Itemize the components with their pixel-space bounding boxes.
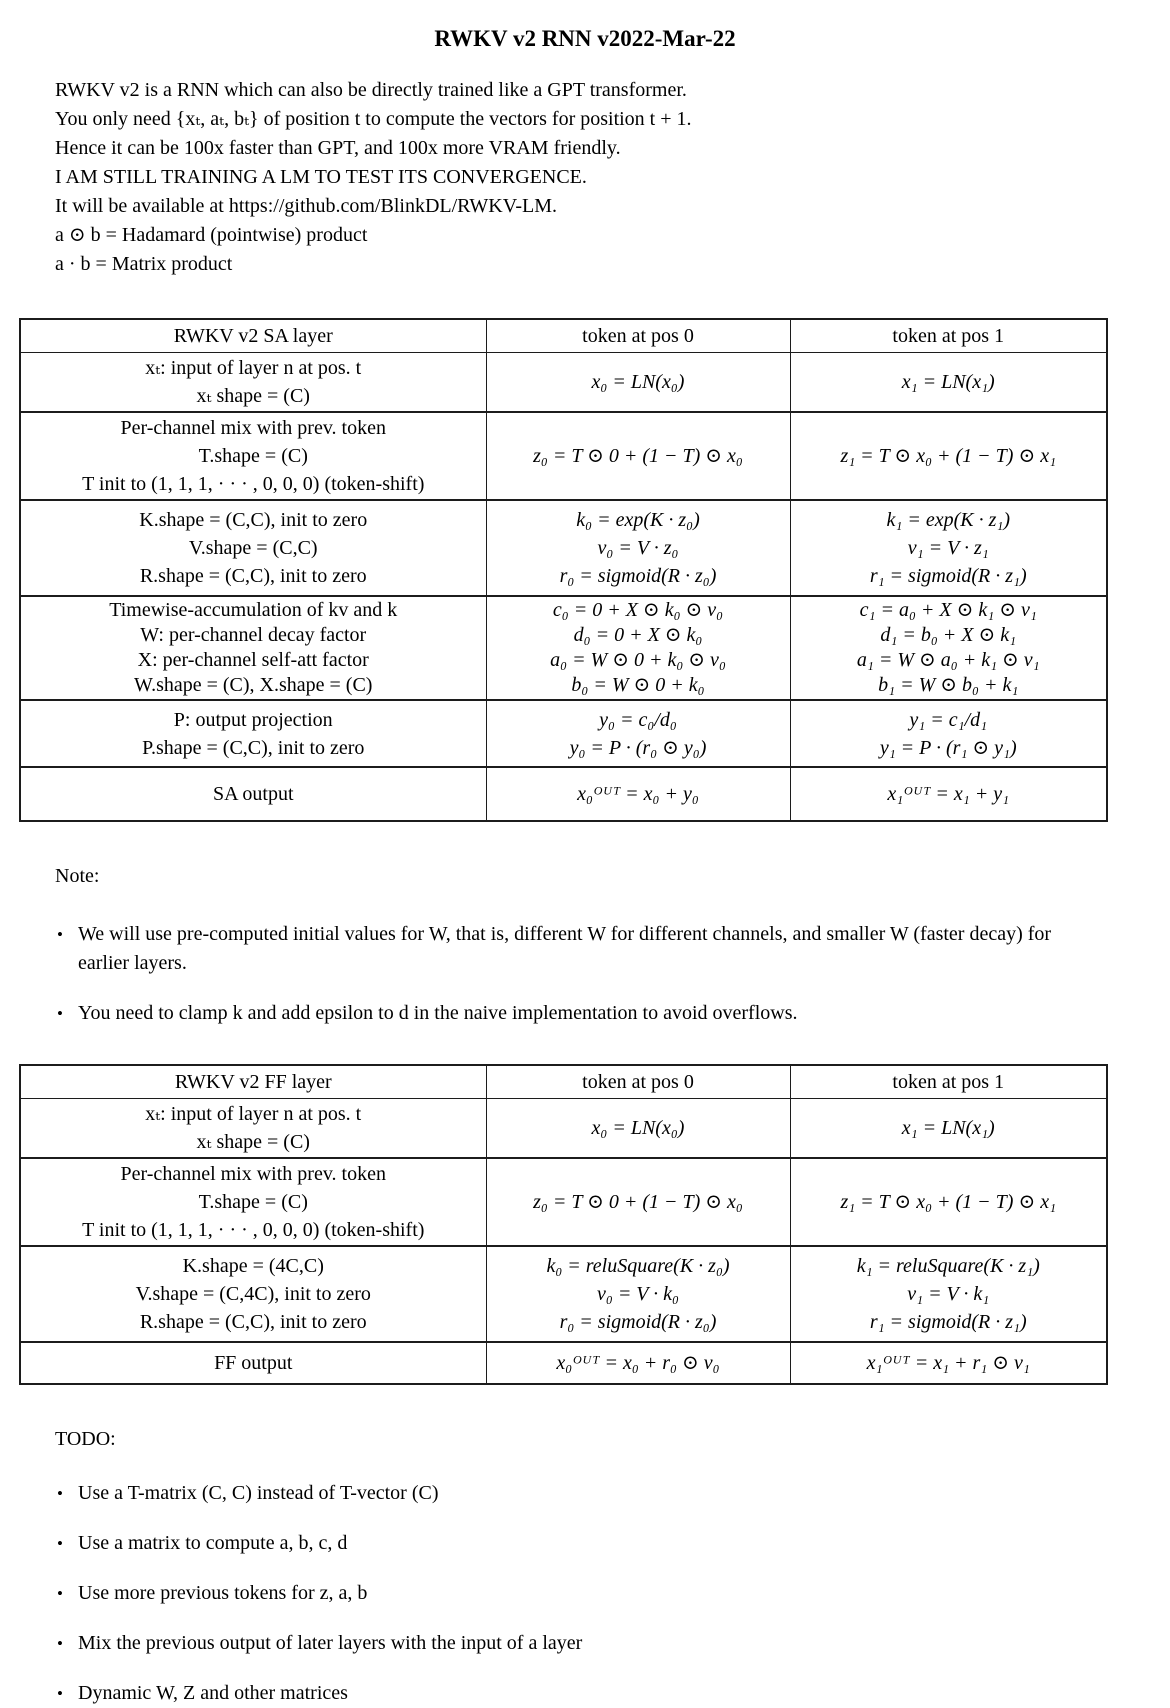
- sa-row-token-mix: [20, 412, 1107, 500]
- ff-table-title: RWKV v2 FF layer: [174, 1071, 332, 1093]
- pos0-cell: [486, 596, 790, 700]
- pos0-cell: [486, 767, 790, 821]
- todo-section: [0, 1425, 1170, 1708]
- pos0-cell: [486, 500, 790, 596]
- row-label-cell: [20, 353, 486, 413]
- todo-bullet: • Use a T-matrix (C, C) instead of T-vector (C): [55, 1479, 1170, 1508]
- equation-line: z₀ = T ⊙ 0 + (1 − T) ⊙ x₀: [533, 445, 743, 467]
- row-label-cell: [20, 700, 486, 767]
- sa-table-title: RWKV v2 SA layer: [173, 325, 333, 347]
- label-line: K.shape = (C,C), init to zero: [139, 509, 368, 531]
- label-line: Per-channel mix with prev. token: [120, 1163, 386, 1185]
- label-line: T init to (1, 1, 1, · · · , 0, 0, 0) (token-shift): [82, 1219, 425, 1241]
- equation-line: x₁ᴼᵁᵀ = x₁ + r₁ ⊙ v₁: [866, 1352, 1030, 1374]
- pos0-cell: [486, 1099, 790, 1159]
- pos1-cell: [790, 767, 1107, 821]
- todo-bullet: • Use more previous tokens for z, a, b: [55, 1579, 1170, 1608]
- pos1-cell: [790, 1099, 1107, 1159]
- ff-row-kvr: [20, 1246, 1107, 1342]
- pos1-cell: [790, 1342, 1107, 1384]
- pos0-cell: [486, 353, 790, 413]
- row-label-cell: [20, 1099, 486, 1159]
- pos0-cell: [486, 412, 790, 500]
- pos1-cell: [790, 500, 1107, 596]
- label-line: R.shape = (C,C), init to zero: [139, 1311, 367, 1333]
- equation-line: r₀ = sigmoid(R · z₀): [559, 1311, 717, 1333]
- equation-line: c₀ = 0 + X ⊙ k₀ ⊙ v₀: [552, 599, 724, 621]
- equation-line: z₁ = T ⊙ x₀ + (1 − T) ⊙ x₁: [840, 1191, 1057, 1213]
- label-line: T init to (1, 1, 1, · · · , 0, 0, 0) (token-shift): [82, 473, 425, 495]
- ff-table-header-row: [20, 1065, 1107, 1099]
- equation-line: x₀ᴼᵁᵀ = x₀ + y₀: [577, 783, 699, 805]
- equation-line: y₀ = P · (r₀ ⊙ y₀): [569, 736, 707, 759]
- todo-bullet: • Dynamic W, Z and other matrices: [55, 1679, 1170, 1708]
- sa-row-timewise-accumulation: [20, 596, 1107, 700]
- intro-line: I AM STILL TRAINING A LM TO TEST ITS CONVERGENCE.: [55, 166, 587, 188]
- equation-line: k₁ = exp(K · z₁): [886, 509, 1010, 531]
- todo-heading: TODO:: [55, 1428, 116, 1450]
- intro-line: You only need {xₜ, aₜ, bₜ} of position t to compute the vectors for position t + 1.: [55, 108, 692, 130]
- pos1-cell: [790, 1158, 1107, 1246]
- label-line: xₜ shape = (C): [196, 385, 310, 407]
- intro-line: Hence it can be 100x faster than GPT, and 100x more VRAM friendly.: [55, 137, 621, 159]
- ff-layer-table: [19, 1064, 1108, 1385]
- equation-line: x₀ = LN(x₀): [591, 371, 685, 393]
- equation-line: x₀ᴼᵁᵀ = x₀ + r₀ ⊙ v₀: [556, 1352, 720, 1374]
- sa-table-header-row: [20, 319, 1107, 353]
- intro-line: a ⊙ b = Hadamard (pointwise) product: [55, 224, 368, 246]
- pos1-cell: [790, 596, 1107, 700]
- sa-col-header-pos0: token at pos 0: [486, 319, 790, 353]
- equation-line: d₀ = 0 + X ⊙ k₀: [573, 624, 703, 646]
- sa-row-input: [20, 353, 1107, 413]
- document-page: [0, 24, 1170, 1708]
- equation-line: k₁ = reluSquare(K · z₁): [856, 1255, 1040, 1277]
- pos1-cell: [790, 700, 1107, 767]
- todo-bullet: • Use a matrix to compute a, b, c, d: [55, 1529, 1170, 1558]
- intro-line-url: It will be available at https://github.com/BlinkDL/RWKV-LM.: [55, 195, 557, 217]
- row-label-cell: [20, 1158, 486, 1246]
- intro-line: RWKV v2 is a RNN which can also be directly trained like a GPT transformer.: [55, 79, 687, 101]
- label-line: V.shape = (C,C): [188, 537, 318, 559]
- pos0-cell: [486, 1342, 790, 1384]
- equation-line: x₁ᴼᵁᵀ = x₁ + y₁: [887, 783, 1010, 805]
- equation-line: y₁ = c₁/d₁: [909, 708, 988, 731]
- sa-row-output-projection: [20, 700, 1107, 767]
- ff-row-input: [20, 1099, 1107, 1159]
- label-line: Timewise-accumulation of kv and k: [109, 599, 398, 621]
- intro-line: a · b = Matrix product: [55, 253, 233, 275]
- label-line: xₜ: input of layer n at pos. t: [145, 357, 362, 379]
- label-line: V.shape = (C,4C), init to zero: [135, 1283, 371, 1305]
- equation-line: y₀ = c₀/d₀: [599, 708, 677, 731]
- equation-line: z₀ = T ⊙ 0 + (1 − T) ⊙ x₀: [533, 1191, 743, 1213]
- label-line: T.shape = (C): [198, 445, 308, 467]
- sa-row-output: [20, 767, 1107, 821]
- equation-line: x₁ = LN(x₁): [901, 371, 995, 393]
- pos0-cell: [486, 1158, 790, 1246]
- equation-line: r₀ = sigmoid(R · z₀): [559, 565, 717, 587]
- ff-row-token-mix: [20, 1158, 1107, 1246]
- ff-col-header-pos1: token at pos 1: [790, 1065, 1107, 1099]
- label-line: xₜ shape = (C): [196, 1131, 310, 1153]
- equation-line: r₁ = sigmoid(R · z₁): [869, 1311, 1027, 1333]
- pos0-cell: [486, 1246, 790, 1342]
- label-line: SA output: [212, 783, 294, 805]
- row-label-cell: [20, 596, 486, 700]
- equation-line: v₁ = V · z₁: [907, 537, 989, 559]
- equation-line: a₁ = W ⊙ a₀ + k₁ ⊙ v₁: [856, 649, 1040, 671]
- label-line: P.shape = (C,C), init to zero: [142, 736, 365, 759]
- pos1-cell: [790, 412, 1107, 500]
- equation-line: r₁ = sigmoid(R · z₁): [869, 565, 1027, 587]
- row-label-cell: [20, 500, 486, 596]
- equation-line: v₁ = V · k₁: [907, 1283, 990, 1305]
- label-line: P: output projection: [173, 708, 333, 731]
- equation-line: x₀ = LN(x₀): [591, 1117, 685, 1139]
- pos1-cell: [790, 1246, 1107, 1342]
- label-line: W: per-channel decay factor: [140, 624, 367, 646]
- equation-line: v₀ = V · k₀: [596, 1283, 679, 1305]
- equation-line: x₁ = LN(x₁): [901, 1117, 995, 1139]
- note-section: [0, 862, 1170, 1028]
- note-bullet: • We will use pre-computed initial values for W, that is, different W for different channels, and smaller W (faster decay) for earlier layers.: [55, 920, 1088, 978]
- equation-line: v₀ = V · z₀: [597, 537, 679, 559]
- ff-row-output: [20, 1342, 1107, 1384]
- label-line: X: per-channel self-att factor: [137, 649, 369, 671]
- label-line: xₜ: input of layer n at pos. t: [145, 1103, 362, 1125]
- equation-line: z₁ = T ⊙ x₀ + (1 − T) ⊙ x₁: [840, 445, 1057, 467]
- todo-bullet: • Mix the previous output of later layers with the input of a layer: [55, 1629, 1170, 1658]
- label-line: K.shape = (4C,C): [182, 1255, 324, 1277]
- row-label-cell: [20, 1246, 486, 1342]
- label-line: Per-channel mix with prev. token: [120, 417, 386, 439]
- sa-col-header-pos1: token at pos 1: [790, 319, 1107, 353]
- sa-layer-table: [19, 318, 1108, 822]
- note-bullet: • You need to clamp k and add epsilon to d in the naive implementation to avoid overflows.: [55, 999, 1088, 1028]
- equation-line: c₁ = a₀ + X ⊙ k₁ ⊙ v₁: [859, 599, 1037, 621]
- page-title: RWKV v2 RNN v2022-Mar-22: [434, 26, 736, 51]
- pos0-cell: [486, 700, 790, 767]
- label-line: T.shape = (C): [198, 1191, 308, 1213]
- equation-line: d₁ = b₀ + X ⊙ k₁: [880, 624, 1017, 646]
- row-label-cell: [20, 767, 486, 821]
- label-line: W.shape = (C), X.shape = (C): [134, 674, 373, 696]
- label-line: FF output: [214, 1352, 293, 1374]
- equation-line: y₁ = P · (r₁ ⊙ y₁): [879, 736, 1017, 759]
- equation-line: a₀ = W ⊙ 0 + k₀ ⊙ v₀: [550, 649, 726, 671]
- equation-line: k₀ = reluSquare(K · z₀): [546, 1255, 730, 1277]
- equation-line: b₀ = W ⊙ 0 + k₀: [571, 674, 705, 696]
- ff-col-header-pos0: token at pos 0: [486, 1065, 790, 1099]
- intro-paragraph: [55, 76, 1170, 279]
- equation-line: k₀ = exp(K · z₀): [576, 509, 700, 531]
- equation-line: b₁ = W ⊙ b₀ + k₁: [878, 674, 1019, 696]
- row-label-cell: [20, 412, 486, 500]
- label-line: R.shape = (C,C), init to zero: [139, 565, 367, 587]
- sa-row-kvr: [20, 500, 1107, 596]
- note-heading: Note:: [55, 865, 100, 887]
- pos1-cell: [790, 353, 1107, 413]
- row-label-cell: [20, 1342, 486, 1384]
